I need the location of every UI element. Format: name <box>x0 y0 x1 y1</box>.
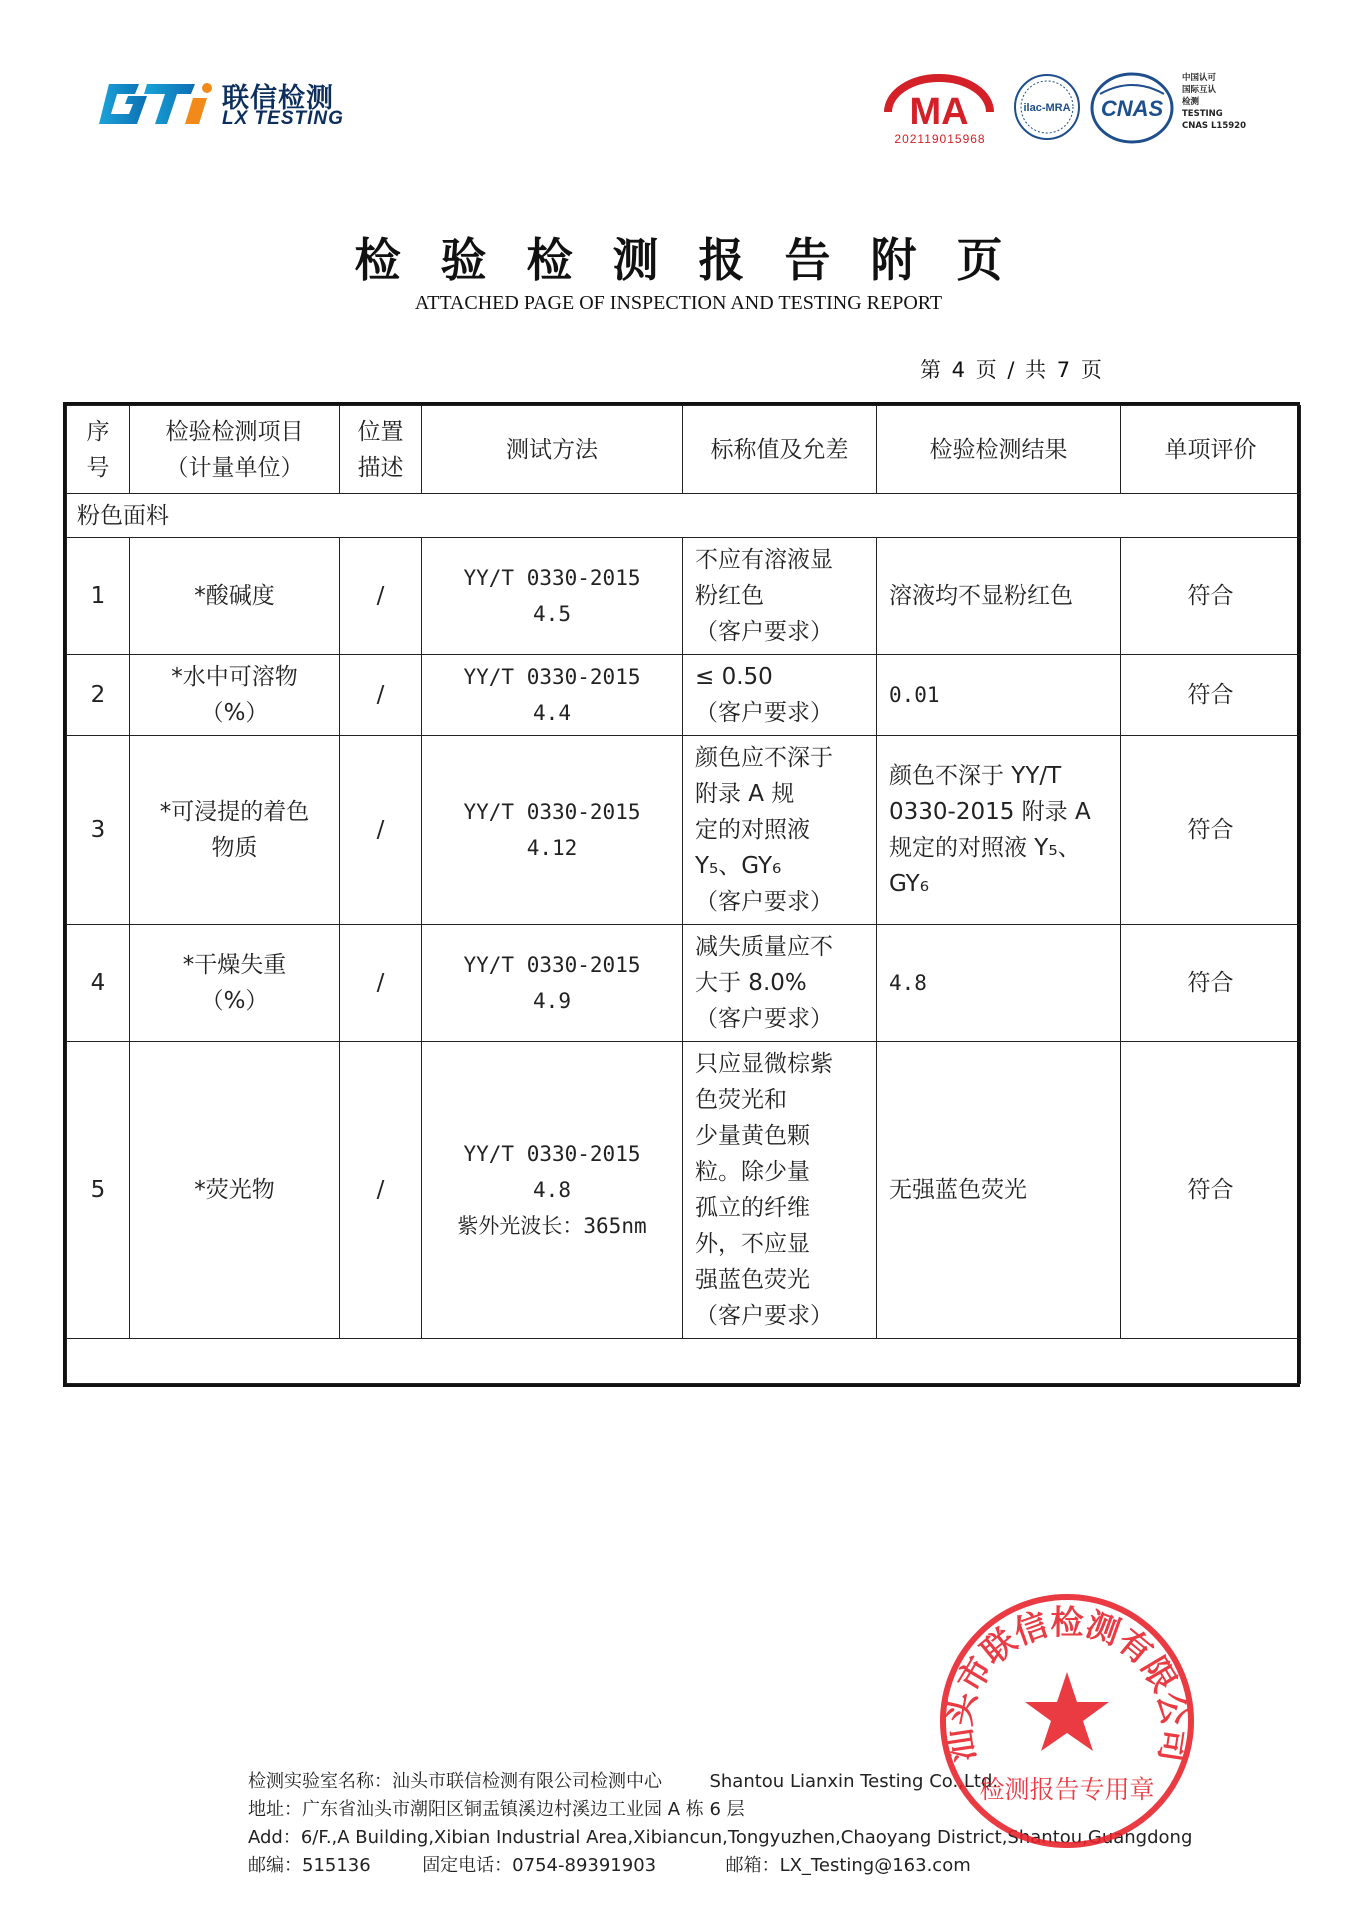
footer-email: 邮箱：LX_Testing@163.com <box>725 1855 971 1876</box>
header-evaluation: 单项评价 <box>1121 406 1301 494</box>
cell-evaluation: 符合 <box>1121 538 1301 655</box>
cell-item: *干燥失重 （%） <box>130 925 340 1042</box>
cell-no: 5 <box>67 1042 130 1339</box>
cell-no: 4 <box>67 925 130 1042</box>
cnas-line: 国际互认 <box>1182 85 1217 95</box>
page-subtitle: ATTACHED PAGE OF INSPECTION AND TESTING REPORT <box>414 292 943 314</box>
cell-method: YY/T 0330-2015 4.12 <box>422 736 683 925</box>
header-result: 检验检测结果 <box>877 406 1121 494</box>
seal-star-icon <box>1025 1672 1109 1751</box>
cell-requirement: 颜色应不深于 附录 A 规 定的对照液 Y₅、GY₆ （客户要求） <box>683 736 877 925</box>
footer-contact-line <box>248 1852 1192 1880</box>
seal-company-name: 汕头市联信检测有限公司 <box>938 1602 1196 1765</box>
header-no: 序 号 <box>67 406 130 494</box>
results-table <box>63 402 1300 1387</box>
footer-address-cn: 地址：广东省汕头市潮阳区铜盂镇溪边村溪边工业园 A 栋 6 层 <box>248 1799 745 1820</box>
cell-requirement: ≤ 0.50 （客户要求） <box>683 655 877 736</box>
table-row-empty <box>67 1339 1301 1384</box>
footer-postcode: 邮编：515136 <box>248 1855 371 1876</box>
official-seal-stamp <box>936 1590 1198 1852</box>
table-row <box>67 655 1301 736</box>
cell-item: *酸碱度 <box>130 538 340 655</box>
cell-result: 0.01 <box>877 655 1121 736</box>
cnas-label: CNAS <box>1100 96 1164 121</box>
header-position: 位置 描述 <box>340 406 422 494</box>
table-row <box>67 538 1301 655</box>
footer-phone: 固定电话：0754-89391903 <box>422 1855 657 1876</box>
section-title: 粉色面料 <box>67 494 1301 538</box>
footer-address-en: Add：6/F.,A Building,Xibian Industrial Area,Xibiancun,Tongyuzhen,Chaoyang District,Shantou,Guangdong <box>248 1827 1193 1848</box>
cell-method: YY/T 0330-2015 4.5 <box>422 538 683 655</box>
cell-position: / <box>340 538 422 655</box>
cell-no: 3 <box>67 736 130 925</box>
cell-evaluation: 符合 <box>1121 925 1301 1042</box>
cell-no: 2 <box>67 655 130 736</box>
cnas-line: TESTING <box>1182 109 1223 119</box>
cell-method: YY/T 0330-2015 4.9 <box>422 925 683 1042</box>
cell-evaluation: 符合 <box>1121 736 1301 925</box>
cell-position: / <box>340 736 422 925</box>
cnas-line: 中国认可 <box>1182 73 1217 83</box>
cell-item: *水中可溶物 （%） <box>130 655 340 736</box>
header-requirement: 标称值及允差 <box>683 406 877 494</box>
page-number: 第 4 页 / 共 7 页 <box>920 358 1102 382</box>
cnas-accreditation-text <box>1182 72 1246 132</box>
cell-requirement: 减失质量应不 大于 8.0% （客户要求） <box>683 925 877 1042</box>
header-item: 检验检测项目 （计量单位） <box>130 406 340 494</box>
table-row <box>67 1042 1301 1339</box>
ilac-label: ilac-MRA <box>1023 102 1071 114</box>
cma-mark-text: MA <box>909 91 969 133</box>
cell-requirement: 只应显微棕紫 色荧光和 少量黄色颗 粒。除少量 孤立的纤维 外，不应显 强蓝色荧光 （客户要求） <box>683 1042 877 1339</box>
empty-cell <box>67 1339 1301 1384</box>
cell-result: 4.8 <box>877 925 1121 1042</box>
cma-number: 202119015968 <box>894 132 986 146</box>
cnas-line: CNAS L15920 <box>1182 121 1246 131</box>
ilac-mra-logo <box>1012 72 1082 142</box>
logo-chinese-name: 联信检测 <box>222 83 334 114</box>
cnas-line: 检测 <box>1182 97 1200 107</box>
header-method: 测试方法 <box>422 406 683 494</box>
cell-position: / <box>340 1042 422 1339</box>
cell-result: 溶液均不显粉红色 <box>877 538 1121 655</box>
lx-testing-logo-icon <box>95 78 215 130</box>
cell-position: / <box>340 925 422 1042</box>
cell-method: YY/T 0330-2015 4.8 紫外光波长：365nm <box>422 1042 683 1339</box>
cell-no: 1 <box>67 538 130 655</box>
cell-result: 无强蓝色荧光 <box>877 1042 1121 1339</box>
cnas-logo <box>1090 70 1174 146</box>
cell-item: *可浸提的着色 物质 <box>130 736 340 925</box>
cell-evaluation: 符合 <box>1121 1042 1301 1339</box>
footer-lab-name-en: Shantou Lianxin Testing Co.,Ltd. <box>709 1771 999 1792</box>
footer-lab-name: 检测实验室名称：汕头市联信检测有限公司检测中心 <box>248 1771 662 1792</box>
cell-item: *荧光物 <box>130 1042 340 1339</box>
cell-evaluation: 符合 <box>1121 655 1301 736</box>
cell-method: YY/T 0330-2015 4.4 <box>422 655 683 736</box>
logo-english-name: LX TESTING <box>222 108 344 129</box>
table-row <box>67 925 1301 1042</box>
seal-purpose: 检测报告专用章 <box>979 1775 1155 1804</box>
cell-result: 颜色不深于 YY/T 0330-2015 附录 A 规定的对照液 Y₅、 GY₆ <box>877 736 1121 925</box>
cell-requirement: 不应有溶液显 粉红色 （客户要求） <box>683 538 877 655</box>
cell-position: / <box>340 655 422 736</box>
table-row <box>67 736 1301 925</box>
page-title: 检验检测报告附页 <box>354 233 1043 287</box>
